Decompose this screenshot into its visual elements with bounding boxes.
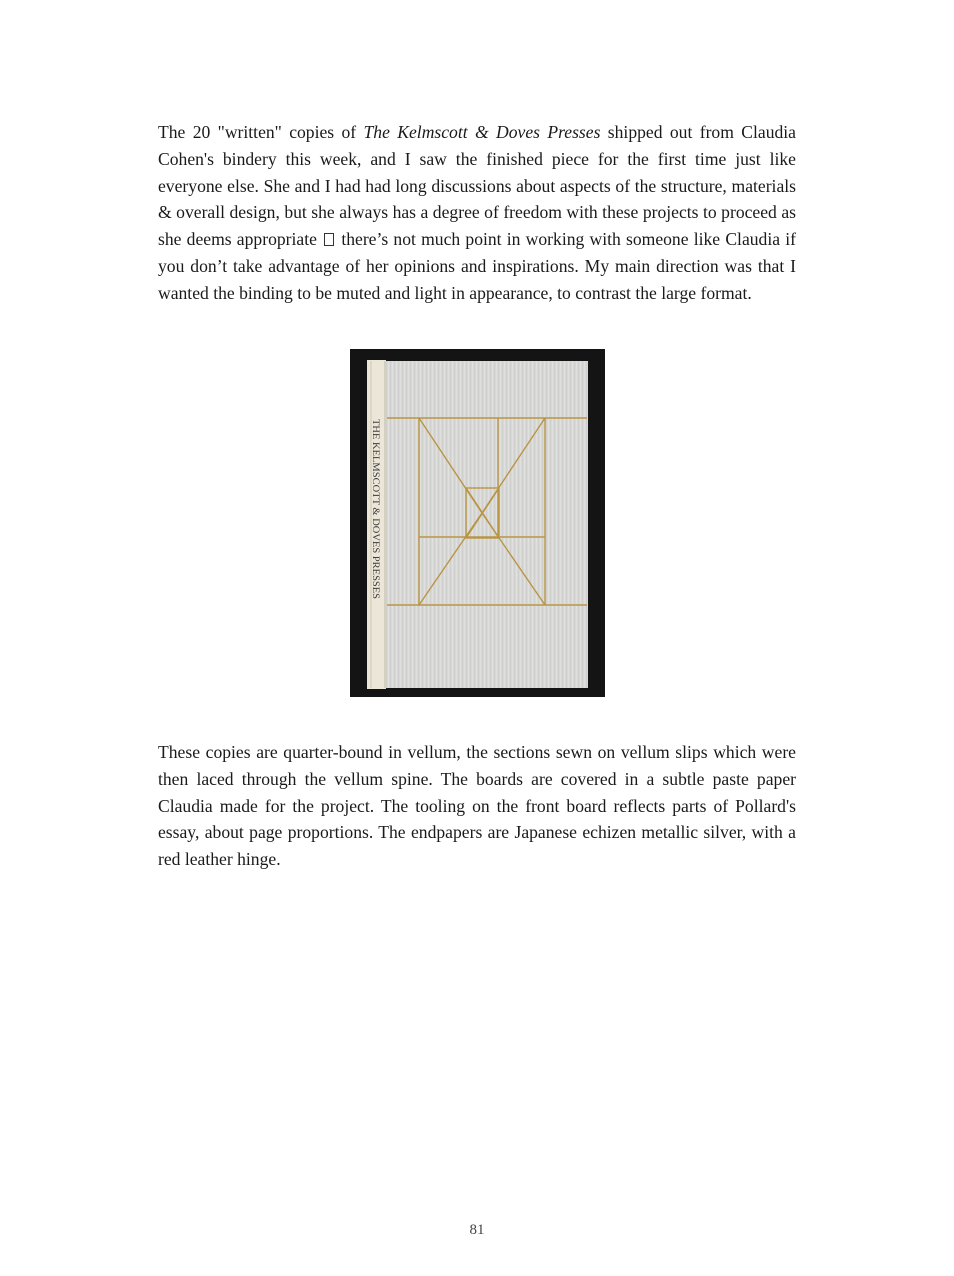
paragraph-text-middle: shipped out from Claudia Cohen's bindery this week, and I saw the finished piece for the first time just like everyone else. She and I had had long discussions about aspects of the structure, materials & overall design, but she always has a degree of freedom with these projects to proceed as she deems appropriate <box>158 122 796 250</box>
body-paragraph-2: These copies are quarter-bound in vellum, the sections sewn on vellum slips which were then laced through the vellum spine. The boards are covered in a subtle paste paper Claudia made for the project. The tooling on the front board reflects parts of Pollard's essay, about page proportions. The endpapers are Japanese echizen metallic silver, with a red leather hinge. <box>158 742 796 870</box>
missing-glyph-icon <box>324 233 334 246</box>
paragraph-text-end: there’s not much point in working with someone like Claudia if you don’t take advantage of her opinions and inspirations. My main direction was that I wanted the binding to be muted and light in appearance, to contrast the large format. <box>158 229 796 303</box>
book-title: The Kelmscott & Doves Presses <box>363 122 601 142</box>
book-illustration <box>350 349 605 697</box>
book-binding-photo <box>350 349 605 697</box>
paragraph-text-start: The 20 "written" copies of <box>158 122 364 142</box>
spine-title: THE KELMSCOTT & DOVES PRESSES <box>370 419 380 582</box>
front-board <box>376 361 588 688</box>
body-paragraph-1 <box>158 119 796 307</box>
page-number: 81 <box>469 1222 485 1238</box>
